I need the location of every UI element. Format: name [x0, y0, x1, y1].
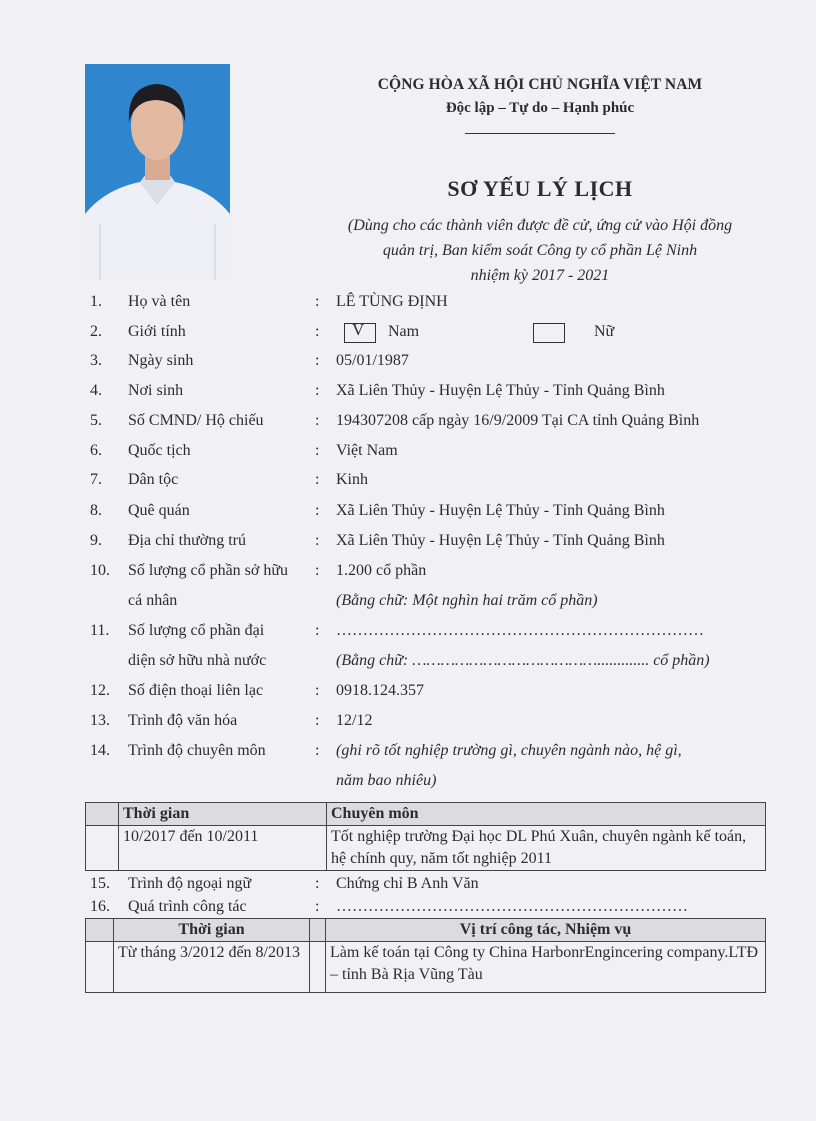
table-cell: Làm kế toán tại Công ty China HarbonrEngincering company.LTĐ – tỉnh Bà Rịa Vũng Tàu — [326, 942, 766, 993]
table-cell — [86, 942, 114, 993]
field-value: năm bao nhiêu) — [336, 772, 437, 789]
subtitle-line: nhiệm kỳ 2017 - 2021 — [470, 267, 610, 284]
field-label: Trình độ văn hóa — [128, 712, 238, 729]
field-colon: : — [315, 442, 320, 459]
field-colon: : — [315, 875, 320, 892]
table-header: Vị trí công tác, Nhiệm vụ — [326, 919, 766, 942]
field-number: 5. — [90, 412, 102, 429]
check-mark-icon: V — [352, 320, 365, 339]
table-cell: Từ tháng 3/2012 đến 8/2013 — [114, 942, 310, 993]
field-number: 1. — [90, 293, 102, 310]
field-number: 11. — [90, 622, 110, 639]
field-colon: : — [315, 682, 320, 699]
table-header: Chuyên môn — [327, 803, 766, 826]
field-label: Trình độ ngoại ngữ — [128, 875, 252, 892]
field-value: …………………………………………………………… — [336, 622, 704, 639]
field-colon: : — [315, 412, 320, 429]
field-colon: : — [315, 898, 320, 915]
table-cell — [86, 803, 119, 826]
country-line: CỘNG HÒA XÃ HỘI CHỦ NGHĨA VIỆT NAM — [377, 76, 703, 93]
field-label: Trình độ chuyên môn — [128, 742, 266, 759]
table-header-row — [86, 803, 766, 826]
field-label: Địa chỉ thường trú — [128, 532, 246, 549]
field-number: 8. — [90, 502, 102, 519]
field-label: Quê quán — [128, 502, 190, 519]
field-value: LÊ TÙNG ĐỊNH — [336, 293, 448, 310]
field-colon: : — [315, 502, 320, 519]
field-label: diện sở hữu nhà nước — [128, 652, 267, 669]
field-number: 3. — [90, 352, 102, 369]
field-label: Quốc tịch — [128, 442, 191, 459]
table-cell: 10/2017 đến 10/2011 — [119, 826, 327, 871]
field-value: Xã Liên Thủy - Huyện Lệ Thủy - Tỉnh Quảng Bình — [336, 532, 665, 549]
field-label: Quá trình công tác — [128, 898, 247, 915]
field-label: Số lượng cổ phần đại — [128, 622, 265, 639]
field-number: 10. — [90, 562, 110, 579]
motto: Độc lập – Tự do – Hạnh phúc — [445, 100, 635, 116]
table-cell — [86, 826, 119, 871]
field-number: 16. — [90, 898, 110, 915]
subtitle-line: (Dùng cho các thành viên được đề cử, ứng cử vào Hội đồng — [347, 217, 733, 234]
field-colon: : — [315, 323, 320, 340]
field-number: 7. — [90, 471, 102, 488]
field-value: ………………………………………………………… — [336, 898, 688, 915]
table-header: Thời gian — [119, 803, 327, 826]
field-label: Ngày sinh — [128, 352, 194, 369]
field-value: Xã Liên Thủy - Huyện Lệ Thủy - Tỉnh Quảng Bình — [336, 382, 665, 399]
field-number: 2. — [90, 323, 102, 340]
education-table — [85, 802, 766, 871]
field-label: cá nhân — [128, 592, 178, 609]
field-value: 194307208 cấp ngày 16/9/2009 Tại CA tỉnh Quảng Bình — [336, 412, 700, 429]
field-label: Số CMND/ Hộ chiếu — [128, 412, 264, 429]
national-header — [345, 76, 735, 134]
field-label: Dân tộc — [128, 471, 179, 488]
field-number: 15. — [90, 875, 110, 892]
field-value: Việt Nam — [336, 442, 398, 459]
male-label: Nam — [388, 323, 420, 340]
field-number: 9. — [90, 532, 102, 549]
field-number: 12. — [90, 682, 110, 699]
field-colon: : — [315, 622, 320, 639]
header-divider — [465, 133, 615, 134]
field-label: Họ và tên — [128, 293, 191, 310]
field-colon: : — [315, 742, 320, 759]
field-number: 6. — [90, 442, 102, 459]
field-colon: : — [315, 382, 320, 399]
subtitle-line: quản trị, Ban kiểm soát Công ty cổ phần Lệ Ninh — [382, 242, 698, 259]
field-colon: : — [315, 293, 320, 310]
field-number: 4. — [90, 382, 102, 399]
field-label: Số điện thoại liên lạc — [128, 682, 264, 699]
document-subtitle — [320, 213, 760, 288]
female-label: Nữ — [594, 323, 615, 340]
field-colon: : — [315, 562, 320, 579]
table-cell — [86, 919, 114, 942]
field-colon: : — [315, 532, 320, 549]
document-title: SƠ YẾU LÝ LỊCH — [447, 176, 633, 201]
field-value: 0918.124.357 — [336, 682, 424, 699]
work-history-table — [85, 918, 766, 993]
field-value: 12/12 — [336, 712, 373, 729]
table-cell: Tốt nghiệp trường Đại học DL Phú Xuân, chuyên ngành kế toán, hệ chính quy, năm tốt nghiệp 2011 — [327, 826, 766, 871]
field-colon: : — [315, 712, 320, 729]
field-value: Chứng chỉ B Anh Văn — [336, 875, 479, 892]
field-number: 13. — [90, 712, 110, 729]
table-header-row — [86, 919, 766, 942]
female-checkbox[interactable] — [533, 323, 565, 343]
field-value: Xã Liên Thủy - Huyện Lệ Thủy - Tỉnh Quảng Bình — [336, 502, 665, 519]
portrait-photo — [85, 64, 230, 280]
field-number: 14. — [90, 742, 110, 759]
field-value: (Bằng chữ: Một nghìn hai trăm cổ phần) — [336, 592, 598, 609]
field-label: Nơi sinh — [128, 382, 184, 399]
field-value: 05/01/1987 — [336, 352, 409, 369]
table-row — [86, 826, 766, 871]
field-colon: : — [315, 471, 320, 488]
table-row — [86, 942, 766, 993]
table-header: Thời gian — [114, 919, 310, 942]
field-value: Kinh — [336, 471, 368, 488]
table-cell — [310, 919, 326, 942]
field-value: (Bằng chữ: …………………………………............. cổ phần) — [336, 652, 710, 669]
field-label: Giới tính — [128, 323, 186, 340]
male-checkbox[interactable] — [344, 320, 376, 343]
field-colon: : — [315, 352, 320, 369]
table-cell — [310, 942, 326, 993]
field-value: (ghi rõ tốt nghiệp trường gì, chuyên ngành nào, hệ gì, — [336, 742, 682, 759]
field-label: Số lượng cổ phần sở hữu — [128, 562, 289, 579]
field-value: 1.200 cổ phần — [336, 562, 427, 579]
